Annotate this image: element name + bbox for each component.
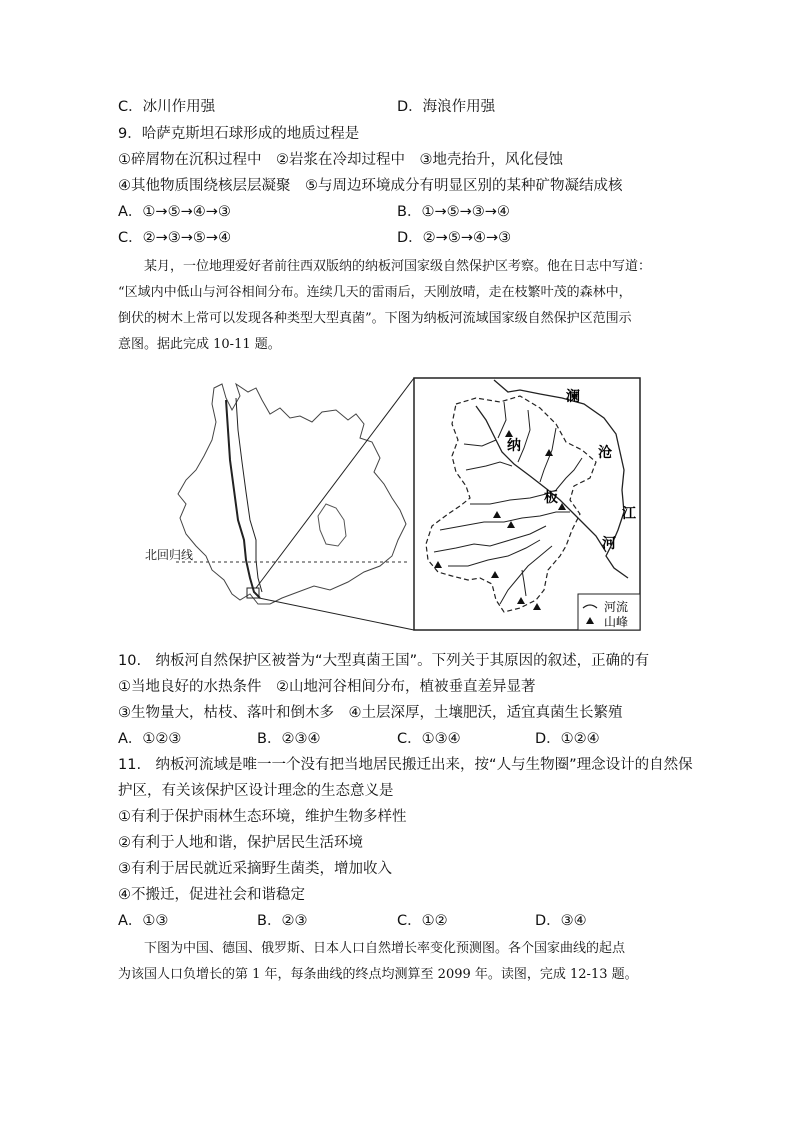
label-he: 河	[602, 536, 616, 552]
q11-option-c[interactable]: C．①②	[397, 913, 448, 929]
q11-option-b[interactable]: B．②③	[257, 913, 308, 929]
legend-peak-label: 山峰	[604, 615, 629, 629]
passage2-line-2: 为该国人口负增长的第 1 年，每条曲线的终点均测算至 2099 年。读图，完成 12-13 题。	[118, 967, 638, 982]
q11-option-a[interactable]: A．①③	[118, 913, 169, 929]
q10-statements-2: ③生物量大，枯枝、落叶和倒木多 ④土层深厚，土壤肥沃，适宜真菌生长繁殖	[118, 705, 623, 721]
q9-option-row-2	[118, 228, 512, 248]
q8-option-row	[118, 97, 496, 117]
lancang-river-bank	[236, 398, 262, 592]
q10-option-b[interactable]: B．②③④	[257, 731, 321, 747]
q10-option-c[interactable]: C．①③④	[397, 731, 461, 747]
q10-option-d[interactable]: D．①②④	[535, 731, 600, 747]
q11-item-3: ③有利于居民就近采摘野生菌类，增加收入	[118, 861, 392, 877]
label-cang: 沧	[598, 445, 612, 461]
label-jiang: 江	[622, 506, 636, 522]
passage2-line-1: 下图为中国、德国、俄罗斯、日本人口自然增长率变化预测图。各个国家曲线的起点	[144, 941, 626, 956]
q9-option-c[interactable]: C．②→③→⑤→④	[118, 230, 232, 246]
label-ban: 板	[544, 490, 558, 506]
q10-option-a[interactable]: A．①②③	[118, 731, 182, 747]
q9-statements-2: ④其他物质围绕核层层凝聚 ⑤与周边环境成分有明显区别的某种矿物凝结成核	[118, 178, 623, 194]
q10-stem: 10. 纳板河自然保护区被誉为“大型真菌王国”。下列关于其原因的叙述，正确的有	[118, 653, 650, 669]
connector-line-top	[256, 378, 414, 588]
q8-option-d[interactable]: D．海浪作用强	[397, 99, 496, 115]
yunnan-outline	[178, 384, 406, 604]
nabanhe-reserve-map	[0, 370, 794, 640]
q11-option-d[interactable]: D．③④	[535, 913, 587, 929]
legend-river-label: 河流	[604, 600, 629, 614]
q8-option-c[interactable]: C．冰川作用强	[118, 99, 216, 115]
passage1-line-4: 意图。据此完成 10-11 题。	[118, 337, 281, 352]
q11-stem-1: 11. 纳板河流域是唯一一个没有把当地居民搬迁出来，按“人与生物圈”理念设计的自然保	[118, 757, 693, 773]
lancang-river	[226, 400, 260, 598]
label-lan: 澜	[566, 389, 580, 405]
q9-option-b[interactable]: B．①→⑤→③→④	[397, 204, 510, 220]
q9-option-d[interactable]: D．②→⑤→④→③	[397, 230, 512, 246]
q9-statements-1: ①碎屑物在沉积过程中 ②岩浆在冷却过程中 ③地壳抬升，风化侵蚀	[118, 152, 563, 168]
q11-item-1: ①有利于保护雨林生态环境，维护生物多样性	[118, 809, 407, 825]
q9-stem: 9．哈萨克斯坦石球形成的地质过程是	[118, 126, 360, 142]
inner-region	[318, 504, 346, 546]
q9-option-row-1	[118, 202, 510, 222]
q11-item-2: ②有利于人地和谐，保护居民生活环境	[118, 835, 363, 851]
q10-statements-1: ①当地良好的水热条件 ②山地河谷相间分布，植被垂直差异显著	[118, 679, 536, 695]
q9-option-a[interactable]: A．①→⑤→④→③	[118, 204, 231, 220]
label-na: 纳	[507, 438, 521, 454]
tropic-of-cancer-label: 北回归线	[145, 548, 194, 562]
connector-line-bottom	[259, 598, 414, 630]
q11-stem-2: 护区，有关该保护区设计理念的生态意义是	[118, 783, 394, 799]
passage1-line-1: 某月，一位地理爱好者前往西双版纳的纳板河国家级自然保护区考察。他在日志中写道：	[144, 259, 652, 274]
passage1-line-3: 倒伏的树木上常可以发现各种类型大型真菌”。下图为纳板河流域国家级自然保护区范围示	[118, 311, 632, 326]
q11-item-4: ④不搬迁，促进社会和谐稳定	[118, 887, 305, 903]
inset-frame	[414, 378, 640, 630]
passage1-line-2: “区域内中低山与河谷相间分布。连续几天的雷雨后，天刚放晴，走在枝繁叶茂的森林中，	[118, 285, 632, 300]
